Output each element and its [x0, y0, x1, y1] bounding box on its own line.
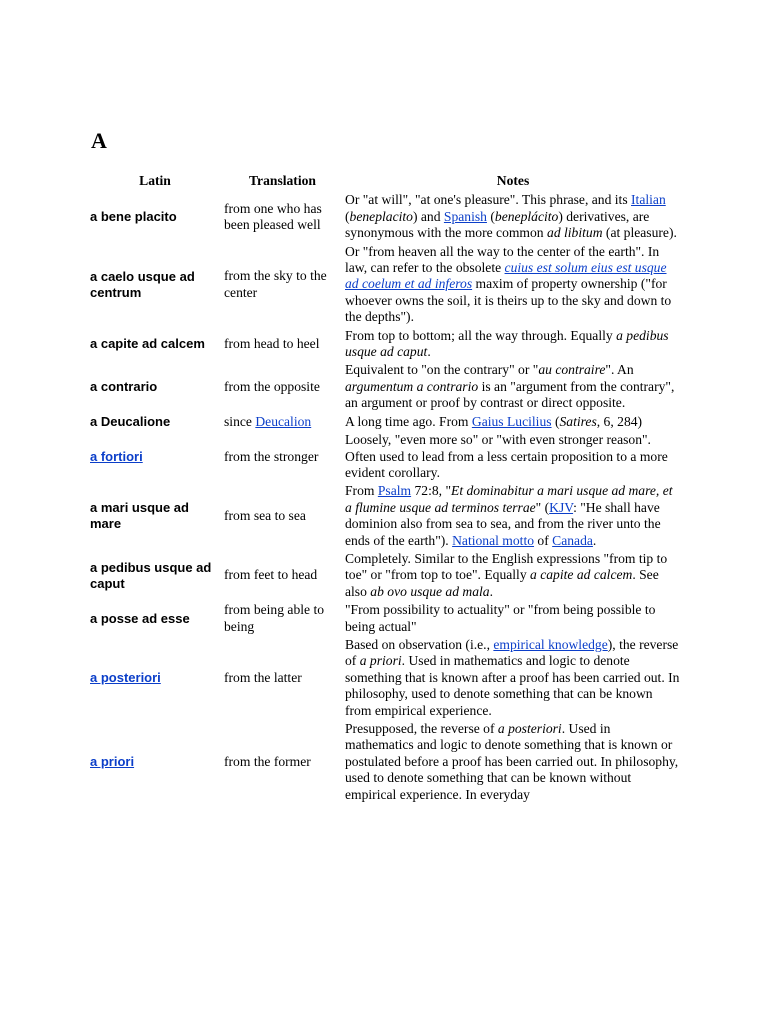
notes-link[interactable]: Spanish	[443, 208, 487, 224]
notes-text: Loosely, "even more so" or "with even stronger reason". Often used to lead from a less certain proposition to a more evident corollary.	[345, 432, 668, 480]
notes-text: From top to bottom; all the way through. Equally	[345, 327, 617, 343]
notes-italic-text: a pedibus usque ad caput	[345, 327, 669, 360]
notes-italic-text: beneplacito	[349, 208, 413, 224]
notes-text: " (	[535, 499, 550, 515]
notes-text: .	[489, 583, 494, 599]
latin-term-cell	[88, 602, 222, 635]
notes-text: ) and	[412, 208, 444, 224]
translation-cell	[222, 551, 343, 600]
translation-cell	[222, 244, 343, 326]
translation-cell	[222, 637, 343, 719]
notes-italic-text: a capite ad calcem	[530, 567, 633, 583]
notes-link[interactable]: Psalm	[377, 483, 412, 499]
translation-link[interactable]: Deucalion	[255, 413, 312, 429]
notes-italic-text: ad libitum	[547, 225, 603, 241]
latin-term: a Deucalione	[90, 413, 171, 429]
latin-term: a caelo usque ad centrum	[90, 268, 195, 300]
table-row	[88, 192, 683, 241]
notes-cell	[343, 483, 683, 549]
notes-text: (	[551, 413, 560, 429]
translation-text: from the latter	[224, 669, 302, 685]
latin-term-link[interactable]: a priori	[90, 754, 135, 770]
notes-text: (	[486, 208, 495, 224]
notes-link[interactable]: Gaius Lucilius	[471, 413, 552, 429]
latin-phrases-table	[88, 170, 683, 805]
translation-cell	[222, 432, 343, 481]
table-row	[88, 362, 683, 411]
notes-italic-text: ab ovo usque ad mala	[370, 583, 490, 599]
translation-cell	[222, 721, 343, 803]
table-row	[88, 637, 683, 719]
table-row	[88, 414, 683, 430]
notes-cell	[343, 362, 683, 411]
latin-term-cell	[88, 328, 222, 361]
notes-text: maxim of property ownership ("for whoever owns the soil, it is theirs up to the sky and down to the depths").	[345, 276, 672, 325]
notes-text: . See also	[345, 567, 659, 599]
notes-text: Or "from heaven all the way to the center of the earth". In law, can refer to the obsolete	[345, 243, 660, 276]
translation-text: from being able to being	[224, 602, 325, 634]
notes-text: is an "argument from the contrary", an argument or proof by contrast or direct opposite.	[345, 378, 675, 411]
notes-italic-text: Et dominabitur a mari usque ad mare, et a flumine usque ad terminos terrae	[345, 483, 673, 515]
latin-term-cell	[88, 192, 222, 241]
translation-cell	[222, 328, 343, 361]
translation-cell	[222, 414, 343, 430]
notes-text: of	[534, 532, 553, 548]
table-row	[88, 602, 683, 635]
latin-term: a posse ad esse	[90, 610, 190, 626]
notes-text: Equivalent to "on the contrary" or "	[345, 362, 539, 378]
latin-term-cell	[88, 637, 222, 719]
notes-italic-text: beneplácito	[494, 208, 559, 224]
translation-text: since	[224, 413, 256, 429]
translation-cell	[222, 362, 343, 411]
notes-text: : "He shall have dominion also from sea to sea, and from the river unto the ends of the earth").	[345, 499, 661, 548]
latin-term-link[interactable]: a posteriori	[90, 669, 161, 685]
notes-text: .	[427, 344, 431, 360]
notes-link[interactable]: Italian	[631, 192, 666, 208]
translation-text: from the former	[224, 753, 311, 769]
notes-link[interactable]: National motto	[452, 532, 535, 548]
translation-text: from the opposite	[224, 378, 320, 394]
notes-link[interactable]: Canada	[552, 532, 593, 548]
latin-term-cell	[88, 414, 222, 430]
table-row	[88, 551, 683, 600]
table-row	[88, 244, 683, 326]
latin-term: a contrario	[90, 379, 158, 395]
notes-text: "From possibility to actuality" or "from being possible to being actual"	[345, 602, 656, 634]
notes-cell	[343, 328, 683, 361]
notes-link[interactable]: KJV	[549, 499, 574, 515]
notes-cell	[343, 244, 683, 326]
notes-text: . Used in mathematics and logic to denote something that is known after a proof has been carried out. In philosophy, used to denote something that can be known from empirical experience.	[345, 653, 680, 718]
notes-italic-text: a priori	[359, 653, 402, 669]
notes-cell	[343, 602, 683, 635]
notes-cell	[343, 432, 683, 481]
latin-term-cell	[88, 551, 222, 600]
notes-text: Or "at will", "at one's pleasure". This phrase, and its	[345, 192, 632, 208]
notes-text: (	[345, 208, 350, 224]
latin-term: a capite ad calcem	[90, 336, 205, 352]
notes-italic-text: argumentum a contrario	[345, 378, 479, 394]
column-header-translation: Translation	[249, 173, 316, 188]
notes-link[interactable]: empirical knowledge	[493, 636, 608, 652]
notes-text: A long time ago. From	[345, 413, 472, 429]
latin-term-cell	[88, 362, 222, 411]
notes-text: ) derivatives, are synonymous with the more common	[345, 208, 650, 241]
translation-text: from the stronger	[224, 448, 319, 464]
notes-text: ), the reverse of	[345, 636, 679, 669]
table-row	[88, 483, 683, 549]
latin-term-cell	[88, 483, 222, 549]
notes-text: Based on observation (i.e.,	[345, 636, 494, 652]
notes-text: (at pleasure).	[602, 225, 677, 241]
notes-cell	[343, 192, 683, 241]
notes-cell	[343, 721, 683, 803]
translation-text: from one who has been pleased well	[224, 200, 322, 233]
notes-cell	[343, 637, 683, 719]
translation-text: from sea to sea	[224, 507, 306, 523]
notes-text: Presupposed, the reverse of	[345, 721, 498, 736]
table-row	[88, 328, 683, 361]
latin-term-link[interactable]: a fortiori	[90, 448, 143, 464]
notes-italic-text: a posteriori	[497, 721, 562, 736]
notes-text: .	[592, 532, 597, 548]
table-header-row	[88, 172, 683, 190]
latin-term-cell	[88, 432, 222, 481]
column-header-notes: Notes	[496, 173, 530, 188]
translation-cell	[222, 483, 343, 549]
notes-italic-text: au contraire	[538, 362, 606, 378]
translation-cell	[222, 192, 343, 241]
latin-term-cell	[88, 244, 222, 326]
latin-term: a pedibus usque ad caput	[90, 559, 212, 591]
translation-text: from feet to head	[224, 567, 318, 583]
latin-term: a bene placito	[90, 209, 177, 225]
notes-text: ". An	[605, 362, 634, 378]
notes-cell	[343, 551, 683, 600]
notes-link[interactable]: cuius est solum eius est usque ad coelum et ad inferos	[345, 260, 667, 292]
notes-text: From	[345, 483, 378, 499]
notes-text: , 6, 284)	[596, 413, 643, 429]
latin-term-cell	[88, 721, 222, 803]
notes-italic-text: Satires	[559, 413, 597, 429]
notes-text: . Used in mathematics and logic to denote something that is known or postulated before a proof has been carried out. In philosophy, used to denote something that can be known without empirical experience. In everyday	[345, 721, 679, 802]
notes-cell	[343, 414, 683, 430]
notes-text: 72:8, "	[411, 483, 452, 499]
translation-text: from head to heel	[224, 335, 320, 351]
translation-cell	[222, 602, 343, 635]
page-heading: A	[91, 128, 107, 153]
latin-term: a mari usque ad mare	[90, 500, 189, 532]
translation-text: from the sky to the center	[224, 268, 327, 300]
table-row	[88, 721, 683, 803]
column-header-latin: Latin	[139, 173, 171, 188]
table-row	[88, 432, 683, 481]
notes-text: Completely. Similar to the English expressions "from tip to toe" or "from top to toe". Equally	[345, 550, 668, 583]
